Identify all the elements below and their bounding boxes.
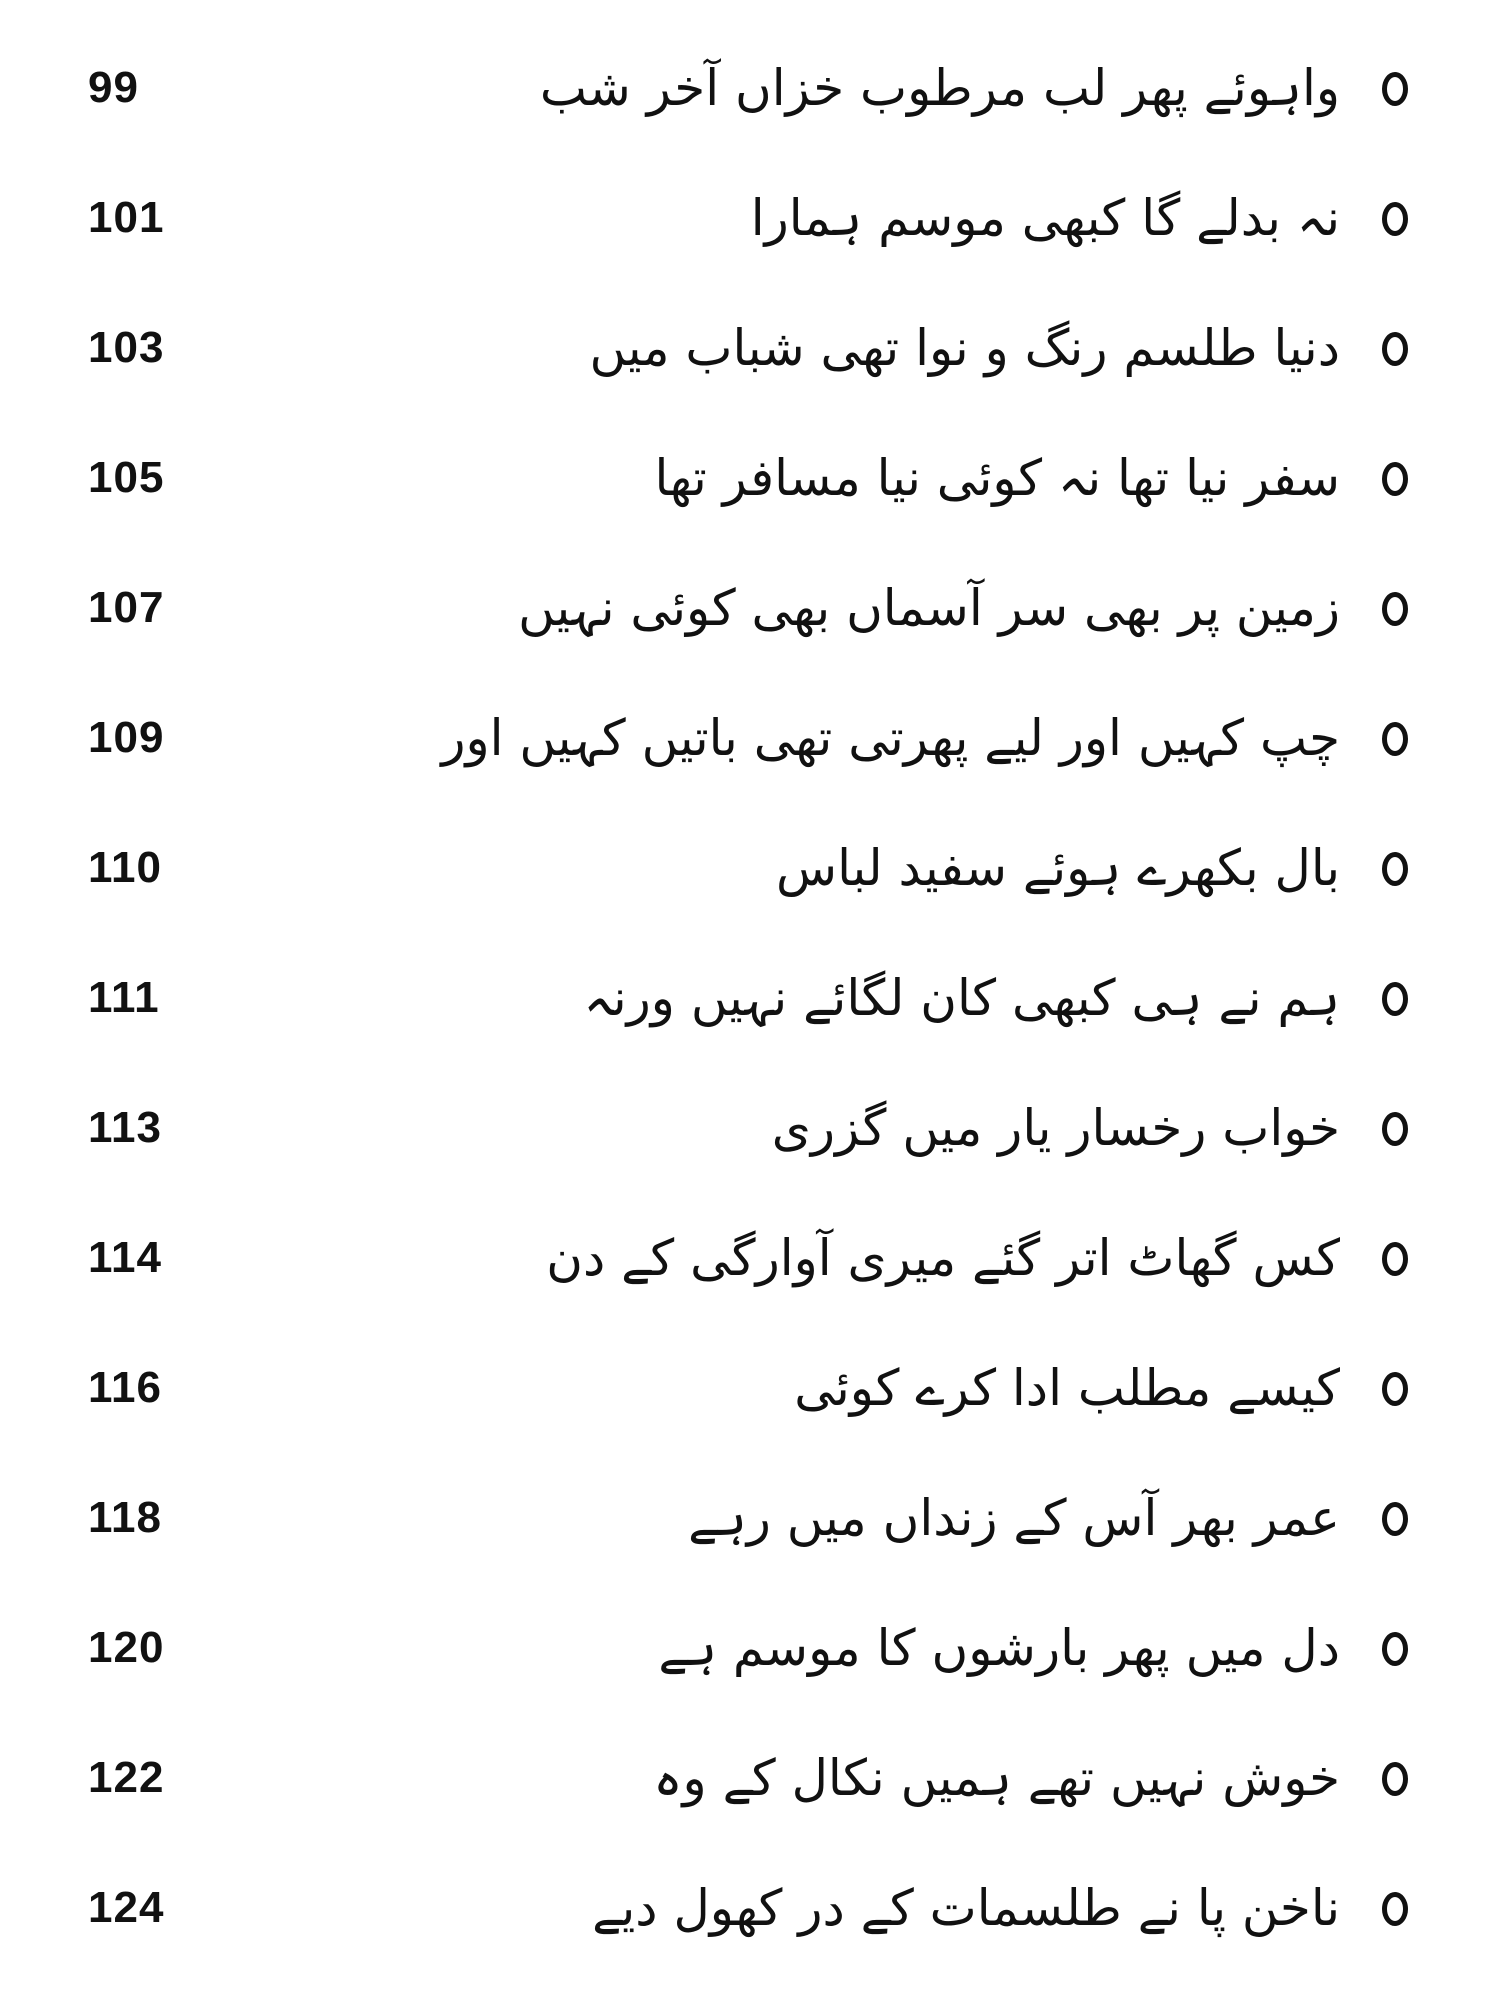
bullet-icon bbox=[1382, 592, 1408, 626]
toc-entry bbox=[0, 690, 1500, 800]
bullet-icon bbox=[1382, 1502, 1408, 1536]
page-number: 107 bbox=[88, 583, 165, 632]
toc-entry bbox=[0, 1470, 1500, 1580]
page-number: 103 bbox=[88, 323, 165, 372]
page-number: 111 bbox=[88, 973, 160, 1022]
toc-entry bbox=[0, 1080, 1500, 1190]
toc-entry bbox=[0, 1730, 1500, 1840]
entry-title: بال بکھرے ہوئے سفید لباس bbox=[776, 839, 1340, 897]
page-number: 110 bbox=[88, 843, 162, 892]
page-number: 118 bbox=[88, 1493, 162, 1542]
entry-title: ہم نے ہی کبھی کان لگائے نہیں ورنہ bbox=[583, 969, 1340, 1027]
entry-title: نہ بدلے گا کبھی موسم ہمارا bbox=[750, 189, 1340, 247]
toc-entry bbox=[0, 820, 1500, 930]
entry-title: ناخن پا نے طلسمات کے در کھول دیے bbox=[592, 1879, 1340, 1937]
entry-title: واہوئے پھر لب مرطوب خزاں آخر شب bbox=[539, 59, 1340, 117]
entry-title: دل میں پھر بارشوں کا موسم ہے bbox=[658, 1619, 1340, 1677]
page-number: 124 bbox=[88, 1883, 165, 1932]
entry-title: زمین پر بھی سر آسماں بھی کوئی نہیں bbox=[518, 579, 1340, 637]
page-number: 116 bbox=[88, 1363, 162, 1412]
page-number: 114 bbox=[88, 1233, 162, 1282]
toc-entry bbox=[0, 950, 1500, 1060]
page-number: 120 bbox=[88, 1623, 165, 1672]
bullet-icon bbox=[1382, 72, 1408, 106]
bullet-icon bbox=[1382, 722, 1408, 756]
bullet-icon bbox=[1382, 982, 1408, 1016]
entry-title: عمر بھر آس کے زنداں میں رہے bbox=[688, 1489, 1340, 1547]
page-number: 105 bbox=[88, 453, 165, 502]
bullet-icon bbox=[1382, 852, 1408, 886]
entry-title: خوش نہیں تھے ہمیں نکال کے وہ bbox=[653, 1749, 1340, 1807]
page-number: 99 bbox=[88, 63, 139, 112]
toc-entry bbox=[0, 170, 1500, 280]
bullet-icon bbox=[1382, 1892, 1408, 1926]
page-number: 122 bbox=[88, 1753, 165, 1802]
toc-entry bbox=[0, 560, 1500, 670]
toc-entry bbox=[0, 1860, 1500, 1970]
toc-entry bbox=[0, 300, 1500, 410]
toc-entry bbox=[0, 430, 1500, 540]
bullet-icon bbox=[1382, 1372, 1408, 1406]
page-number: 101 bbox=[88, 193, 165, 242]
entry-title: کس گھاٹ اتر گئے میری آوارگی کے دن bbox=[546, 1229, 1340, 1287]
entry-title: دنیا طلسم رنگ و نوا تھی شباب میں bbox=[589, 319, 1340, 377]
bullet-icon bbox=[1382, 462, 1408, 496]
bullet-icon bbox=[1382, 202, 1408, 236]
bullet-icon bbox=[1382, 1242, 1408, 1276]
entry-title: چپ کہیں اور لیے پھرتی تھی باتیں کہیں اور bbox=[441, 709, 1340, 767]
entry-title: کیسے مطلب ادا کرے کوئی bbox=[794, 1359, 1340, 1417]
toc-entry bbox=[0, 1210, 1500, 1320]
toc-entry bbox=[0, 1340, 1500, 1450]
bullet-icon bbox=[1382, 1632, 1408, 1666]
bullet-icon bbox=[1382, 1112, 1408, 1146]
page-number: 109 bbox=[88, 713, 165, 762]
toc-entry bbox=[0, 1600, 1500, 1710]
entry-title: سفر نیا تھا نہ کوئی نیا مسافر تھا bbox=[654, 449, 1340, 507]
page-number: 113 bbox=[88, 1103, 162, 1152]
bullet-icon bbox=[1382, 1762, 1408, 1796]
bullet-icon bbox=[1382, 332, 1408, 366]
entry-title: خواب رخسار یار میں گزری bbox=[771, 1099, 1340, 1157]
toc-entry bbox=[0, 40, 1500, 150]
